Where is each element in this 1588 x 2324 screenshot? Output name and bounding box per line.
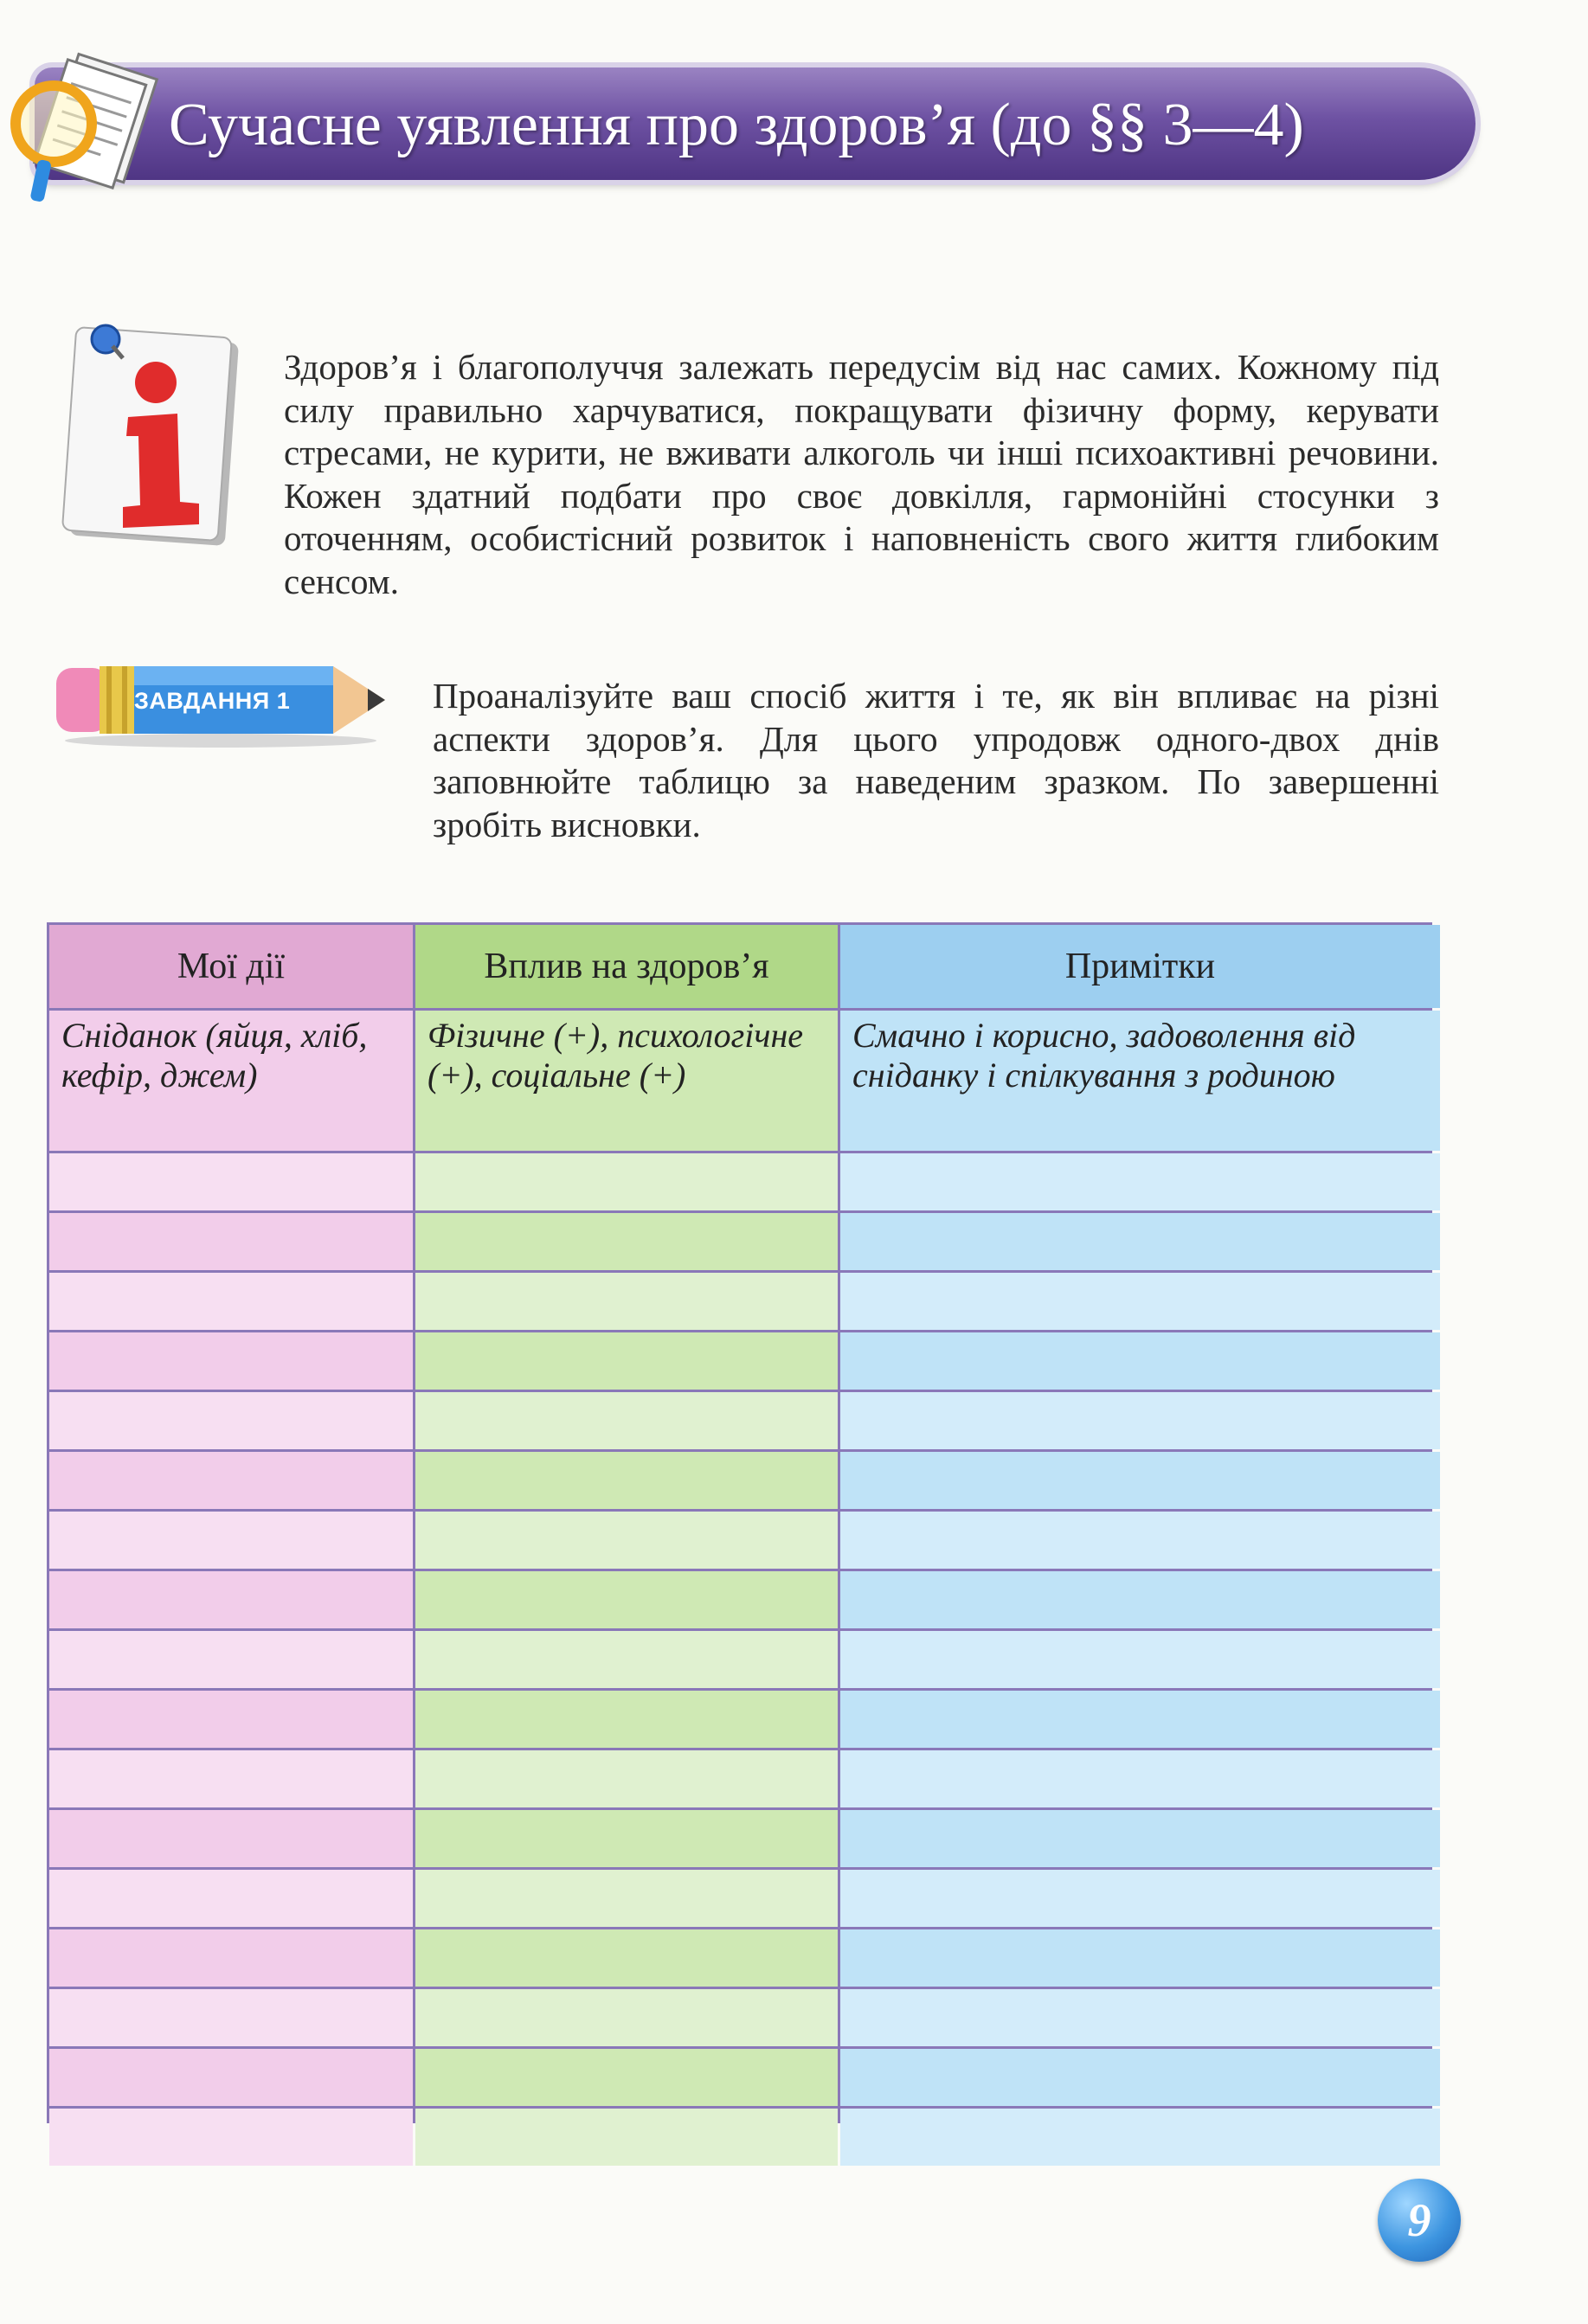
page-number: 9 — [1378, 2179, 1461, 2262]
table-cell[interactable] — [49, 1989, 413, 2046]
table-cell[interactable] — [415, 1452, 838, 1509]
table-cell[interactable] — [415, 1870, 838, 1927]
table-cell[interactable] — [49, 1810, 413, 1867]
table-cell[interactable] — [49, 1870, 413, 1927]
table-cell[interactable] — [49, 1213, 413, 1270]
task-paragraph: Проаналізуйте ваш спосіб життя і те, як він впливає на різні аспекти здоров’я. Для цього упродовж одного-двох днів заповнюйте таблицю за наведеним зразком. По завершенні зробіть висновки. — [433, 676, 1439, 844]
table-cell[interactable] — [840, 2049, 1440, 2106]
table-cell[interactable] — [840, 1870, 1440, 1927]
table-cell[interactable] — [840, 1332, 1440, 1390]
table-cell[interactable] — [49, 1153, 413, 1210]
table-cell[interactable] — [840, 1631, 1440, 1688]
activity-table — [47, 922, 1432, 2123]
info-paragraph: Здоров’я і благополуччя залежать передусім від нас самих. Кожному під силу правильно харчуватися, покращувати фізичну форму, керувати стресами, не курити, не вживати алкоголь чи інші психоактивні речовини. Кожен здатний подбати про своє довкілля, гармонійні стосунки з оточенням, особистісний розвиток і наповненість свого життя глибоким сенсом. — [284, 347, 1439, 601]
table-cell[interactable] — [415, 1691, 838, 1748]
table-cell[interactable] — [49, 1332, 413, 1390]
table-cell[interactable] — [49, 1452, 413, 1509]
table-cell[interactable] — [415, 1571, 838, 1628]
table-cell[interactable] — [415, 1392, 838, 1449]
table-cell[interactable] — [415, 2109, 838, 2166]
table-cell[interactable] — [415, 1273, 838, 1330]
header-notes: Примітки — [840, 925, 1440, 1008]
table-cell[interactable] — [415, 1810, 838, 1867]
info-sign-icon — [61, 320, 247, 554]
table-cell[interactable] — [840, 1452, 1440, 1509]
table-cell[interactable] — [840, 1691, 1440, 1748]
example-impact: Фізичне (+), психологічне (+), соціальне (+) — [415, 1011, 838, 1151]
table-cell[interactable] — [49, 1750, 413, 1807]
table-cell[interactable] — [49, 1631, 413, 1688]
table-cell[interactable] — [840, 1750, 1440, 1807]
table-cell[interactable] — [415, 1929, 838, 1987]
task-label: ЗАВДАННЯ 1 — [134, 688, 291, 714]
table-cell[interactable] — [415, 1153, 838, 1210]
table-cell[interactable] — [840, 1392, 1440, 1449]
table-cell[interactable] — [49, 1273, 413, 1330]
table-cell[interactable] — [415, 1332, 838, 1390]
table-cell[interactable] — [840, 1153, 1440, 1210]
table-cell[interactable] — [415, 1631, 838, 1688]
table-cell[interactable] — [49, 1512, 413, 1569]
table-cell[interactable] — [49, 1691, 413, 1748]
table-cell[interactable] — [415, 1750, 838, 1807]
table-cell[interactable] — [415, 1989, 838, 2046]
table-cell[interactable] — [49, 1392, 413, 1449]
table-cell[interactable] — [415, 1512, 838, 1569]
magnifier-document-icon — [0, 48, 173, 208]
header-health-impact: Вплив на здоров’я — [415, 925, 838, 1008]
table-cell[interactable] — [49, 1929, 413, 1987]
table-cell[interactable] — [840, 1810, 1440, 1867]
example-notes: Смачно і корисно, задоволення від сніданку і спілкування з родиною — [840, 1011, 1440, 1151]
table-cell[interactable] — [49, 2109, 413, 2166]
example-actions: Сніданок (яйця, хліб, кефір, джем) — [49, 1011, 413, 1151]
table-cell[interactable] — [840, 1571, 1440, 1628]
table-cell[interactable] — [49, 2049, 413, 2106]
page-title: Сучасне уявлення про здоров’я (до §§ 3—4) — [169, 92, 1304, 158]
table-cell[interactable] — [840, 1929, 1440, 1987]
table-cell[interactable] — [840, 1273, 1440, 1330]
table-cell[interactable] — [415, 1213, 838, 1270]
table-cell[interactable] — [840, 1512, 1440, 1569]
table-cell[interactable] — [840, 1989, 1440, 2046]
table-cell[interactable] — [840, 2109, 1440, 2166]
header-my-actions: Мої дії — [49, 925, 413, 1008]
table-cell[interactable] — [49, 1571, 413, 1628]
table-cell[interactable] — [840, 1213, 1440, 1270]
table-cell[interactable] — [415, 2049, 838, 2106]
